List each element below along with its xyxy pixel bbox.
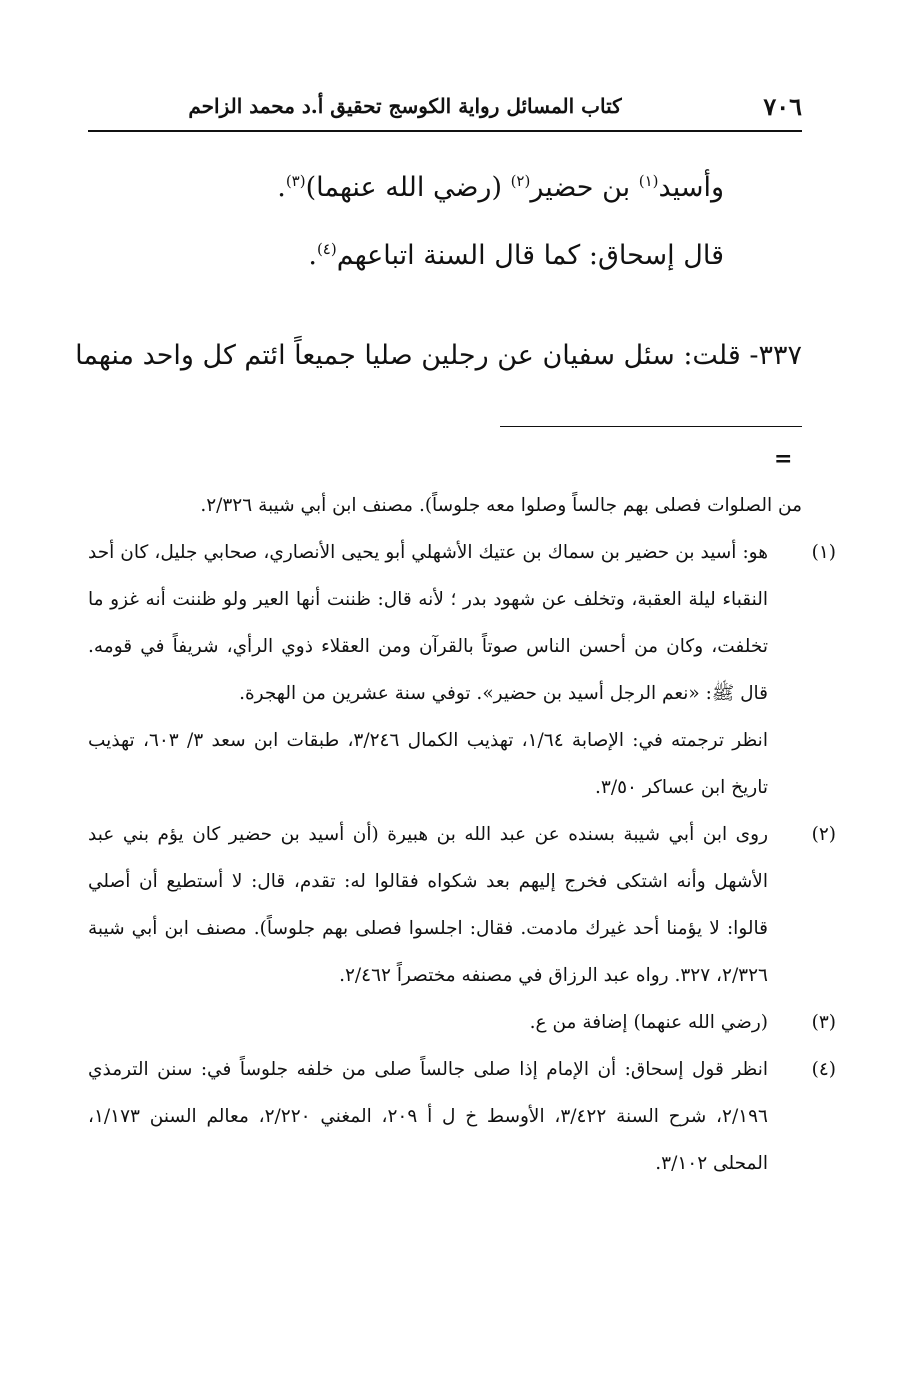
footnote-separator: [500, 426, 802, 427]
header-rule: [88, 130, 802, 132]
footnote-ref-2: (٢): [510, 172, 531, 190]
main-text: (رضي الله عنهما): [305, 172, 511, 203]
main-text: وأسيد: [658, 172, 724, 203]
running-title: كتاب المسائل رواية الكوسج تحقيق أ.د محمد الزاحم: [188, 94, 622, 118]
main-text-line-1: [277, 172, 724, 203]
main-text-line-2: [308, 240, 724, 271]
footnote-text: روى ابن أبي شيبة بسنده عن عبد الله بن هبيرة (أن أسيد بن حضير كان يؤم بني عبد الأشهل وأنه اشتكى فخرج إليهم بعد شكواه فقالوا له: تقدم، قال: لا أستطيع أن أصلي قالوا: لا يؤمنا أحد غيرك مادمت. فقال: اجلسوا فصلى بهم جلوساً). مصنف ابن أبي شيبة ٢/٣٢٦، ٣٢٧. رواه عبد الرزاق في مصنفه مختصراً ٢/٤٦٢.: [88, 824, 768, 986]
footnote-number: (٢): [811, 824, 836, 845]
footnote-ref-4: (٤): [316, 240, 337, 258]
footnote-text: هو: أسيد بن حضير بن سماك بن عتيك الأشهلي أبو يحيى الأنصاري، صحابي جليل، كان أحد النقباء ليلة العقبة، وتخلف عن شهود بدر ؛ لأنه قال: ظننت أنها العير ولو ظننت أنه غزو ما تخلفت، وكان من أحسن الناس صوتاً بالقرآن ومن العقلاء ذوي الرأي، شريفاً في قومه. قال ﷺ: «نعم الرجل أسيد بن حضير». توفي سنة عشرين من الهجرة.: [88, 542, 768, 704]
main-text-line-3: ٣٣٧- قلت: سئل سفيان عن رجلين صليا جميعاً ائتم كل واحد منهما: [75, 340, 802, 371]
footnotes: [88, 482, 836, 1187]
footnote-1-references: انظر ترجمته في: الإصابة ١/٦٤، تهذيب الكمال ٣/٢٤٦، طبقات ابن سعد ٣/ ٦٠٣، تهذيب تاريخ ابن عساكر ٣/٥٠.: [88, 730, 768, 798]
footnote-continuation: من الصلوات فصلى بهم جالساً وصلوا معه جلوساً). مصنف ابن أبي شيبة ٢/٣٢٦.: [200, 495, 802, 516]
footnote-ref-1: (١): [638, 172, 659, 190]
main-text: .: [277, 172, 286, 203]
page-header: [88, 88, 802, 128]
main-text: بن حضير: [530, 172, 639, 203]
footnote-4: [88, 1046, 836, 1187]
footnote-number: (٣): [811, 1012, 836, 1033]
footnote-ref-3: (٣): [285, 172, 306, 190]
page-number: ٧٠٦: [763, 92, 802, 121]
footnote-3: [88, 999, 836, 1046]
main-text: قال إسحاق: كما قال السنة اتباعهم: [336, 240, 724, 271]
footnote-1: [88, 529, 836, 717]
footnote-number: (١): [811, 542, 836, 563]
footnote-text: انظر قول إسحاق: أن الإمام إذا صلى جالساً صلى من خلفه جلوساً في: سنن الترمذي ٢/١٩٦، شرح السنة ٣/٤٢٢، الأوسط خ ل أ ٢٠٩، المغني ٢/٢٢٠، معالم السنن ١/١٧٣، المحلى ٣/١٠٢.: [88, 1059, 768, 1174]
main-text: .: [308, 240, 317, 271]
footnote-text: (رضي الله عنهما) إضافة من ع.: [529, 1012, 768, 1033]
continuation-mark: =: [774, 446, 793, 472]
footnote-2: [88, 811, 836, 999]
footnote-number: (٤): [811, 1059, 836, 1080]
